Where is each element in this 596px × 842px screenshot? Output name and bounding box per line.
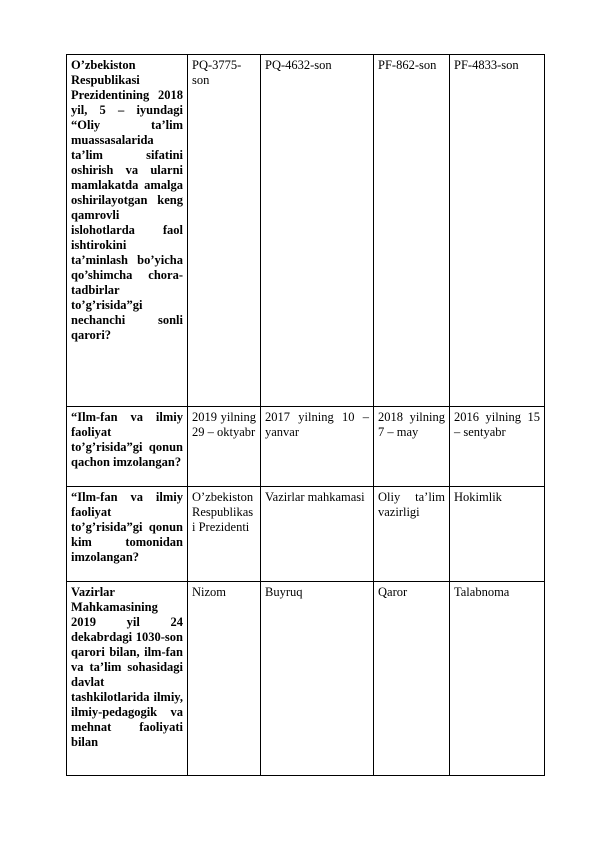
answer-option-a: PQ-3775-son (188, 55, 261, 407)
question-cell: “Ilm-fan va ilmiy faoliyat to’g’risida”gi qonun kim tomonidan imzolangan? (67, 487, 188, 582)
answer-option-c: Oliy ta’lim vazirligi (374, 487, 450, 582)
answer-option-a: 2019 yilning 29 – oktyabr (188, 407, 261, 487)
questions-table (66, 54, 545, 776)
question-cell: Vazirlar Mahkamasining 2019 yil 24 dekabrdagi 1030-son qarori bilan, ilm-fan va ta’lim sohasidagi davlat tashkilotlarida ilmiy, ilmiy-pedagogik va mehnat faoliyati bilan (67, 582, 188, 776)
answer-option-c: Qaror (374, 582, 450, 776)
answer-option-b: 2017 yilning 10 – yanvar (261, 407, 374, 487)
question-cell: “Ilm-fan va ilmiy faoliyat to’g’risida”gi qonun qachon imzolangan? (67, 407, 188, 487)
answer-option-b: Buyruq (261, 582, 374, 776)
table-row (67, 582, 545, 776)
answer-option-c: 2018 yilning 7 – may (374, 407, 450, 487)
answer-option-a: Nizom (188, 582, 261, 776)
answer-option-a: O’zbekiston Respublikasi Prezidenti (188, 487, 261, 582)
answer-option-b: Vazirlar mahkamasi (261, 487, 374, 582)
answer-option-c: PF-862-son (374, 55, 450, 407)
question-cell: O’zbekiston Respublikasi Prezidentining 2018 yil, 5 – iyundagi “Oliy ta’lim muassasalarida ta’lim sifatini oshirish va ularni mamlakatda amalga oshirilayotgan keng qamrovli islohotlarda faol ishtirokini ta’minlash bo’yicha qo’shimcha chora-tadbirlar to’g’risida”gi nechanchi sonli qarori? (67, 55, 188, 407)
table-row (67, 487, 545, 582)
table-row (67, 55, 545, 407)
table-row (67, 407, 545, 487)
answer-option-d: Hokimlik (450, 487, 545, 582)
answer-option-d: 2016 yilning 15 – sentyabr (450, 407, 545, 487)
answer-option-d: PF-4833-son (450, 55, 545, 407)
answer-option-d: Talabnoma (450, 582, 545, 776)
answer-option-b: PQ-4632-son (261, 55, 374, 407)
